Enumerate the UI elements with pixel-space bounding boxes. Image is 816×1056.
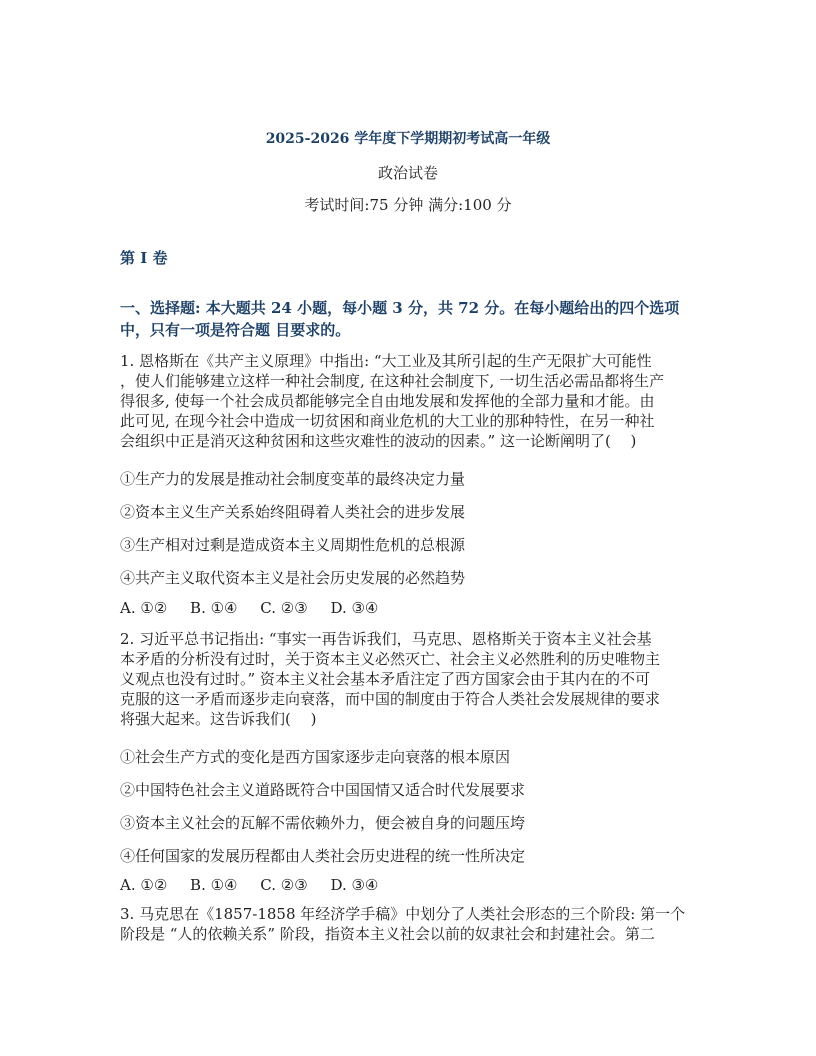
exam-title: 2025-2026 学年度下学期期初考试高一年级 [265,131,551,147]
question-1-stem [120,351,700,451]
q2-option-1: ①社会生产方式的变化是西方国家逐步走向衰落的根本原因 [120,748,511,766]
question-line: 此可见, 在现今社会中造成一切贫困和商业危机的大工业的那种特性，在另一种社 [120,412,655,430]
section-heading-line: 一、选择题: 本大题共 24 小题，每小题 3 分，共 72 分。在每小题给出的四个选项 [120,299,680,317]
q1-answer-choices [120,599,396,617]
exam-time-info: 考试时间:75 分钟 满分:100 分 [304,196,512,214]
question-line: 克服的这一矛盾而逐步走向衰落，而中国的制度由于符合人类社会发展规律的要求 [120,690,661,708]
section-heading [120,297,700,341]
answer-choice-b: B. ①④ [190,876,238,894]
question-line: 1. 恩格斯在《共产主义原理》中指出: “大工业及其所引起的生产无限扩大可能性 [120,352,652,370]
question-line: ，使人们能够建立这样一种社会制度, 在这种社会制度下, 一切生活必需品都将生产 [120,372,665,390]
question-line: 本矛盾的分析没有过时，关于资本主义必然灭亡、社会主义必然胜利的历史唯物主 [120,650,661,668]
q1-option-2: ②资本主义生产关系始终阻碍着人类社会的进步发展 [120,503,466,521]
question-line: 会组织中正是消灭这种贫困和这些灾难性的波动的因素。” 这一论断阐明了( ) [120,432,637,450]
question-line: 2. 习近平总书记指出: “事实一再告诉我们，马克思、恩格斯关于资本主义社会基 [120,630,652,648]
answer-choice-d: D. ③④ [330,876,379,894]
part-label: 第 I 卷 [120,249,168,267]
q2-option-2: ②中国特色社会主义道路既符合中国国情又适合时代发展要求 [120,781,526,799]
section-heading-line: 中，只有一项是符合题 目要求的。 [120,321,351,339]
answer-choice-a: A. ①② [120,876,168,894]
question-line: 义观点也没有过时。” 资本主义社会基本矛盾注定了西方国家会由于其内在的不可 [120,670,650,688]
q1-option-4: ④共产主义取代资本主义是社会历史发展的必然趋势 [120,569,466,587]
question-line: 阶段是 “人的依赖关系” 阶段，指资本主义社会以前的奴隶社会和封建社会。第二 [120,925,655,943]
answer-choice-d: D. ③④ [330,599,379,617]
question-line: 得很多, 使每一个社会成员都能够完全自由地发展和发挥他的全部力量和才能。由 [120,392,655,410]
q1-option-3: ③生产相对过剩是造成资本主义周期性危机的总根源 [120,536,466,554]
answer-choice-c: C. ②③ [260,876,308,894]
q2-answer-choices [120,876,396,894]
answer-choice-a: A. ①② [120,599,168,617]
q2-option-4: ④任何国家的发展历程都由人类社会历史进程的统一性所决定 [120,847,526,865]
exam-subject: 政治试卷 [377,164,438,182]
q1-option-1: ①生产力的发展是推动社会制度变革的最终决定力量 [120,470,466,488]
answer-choice-b: B. ①④ [190,599,238,617]
question-2-stem [120,629,700,729]
question-line: 3. 马克思在《1857-1858 年经济学手稿》中划分了人类社会形态的三个阶段: 第一个 [120,905,686,923]
q2-option-3: ③资本主义社会的瓦解不需依赖外力，便会被自身的问题压垮 [120,814,526,832]
question-line: 将强大起来。这告诉我们( ) [120,710,317,728]
answer-choice-c: C. ②③ [260,599,308,617]
question-3-stem [120,904,700,944]
